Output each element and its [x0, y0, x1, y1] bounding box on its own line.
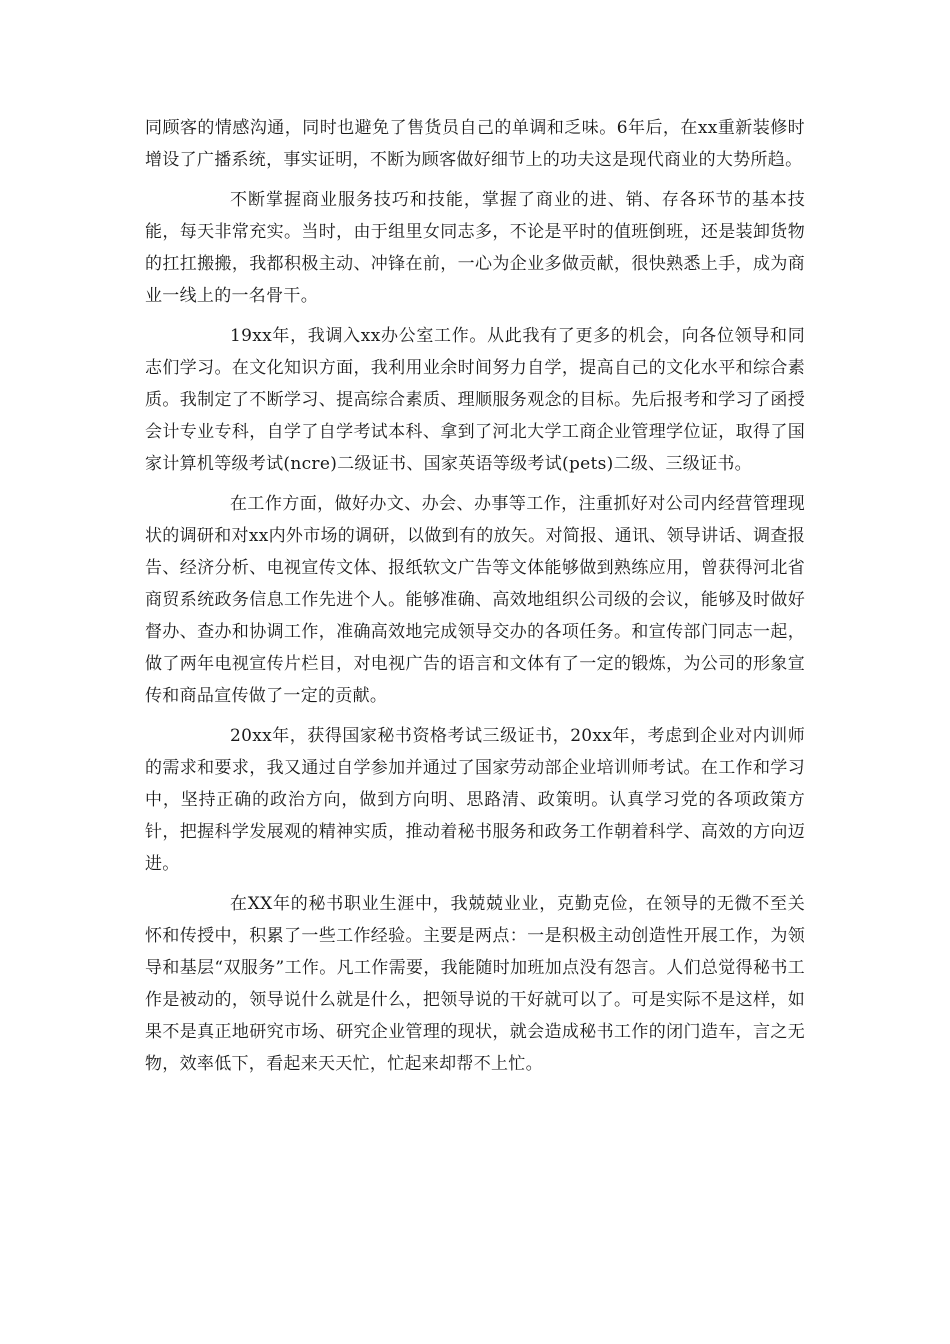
paragraph-6: 在XX年的秘书职业生涯中，我兢兢业业，克勤克俭，在领导的无微不至关怀和传授中，积累了一些工作经验。主要是两点：一是积极主动创造性开展工作，为领导和基层“双服务”工作。凡工作需要，我能随时加班加点没有怨言。人们总觉得秘书工作是被动的，领导说什么就是什么，把领导说的干好就可以了。可是实际不是这样，如果不是真正地研究市场、研究企业管理的现状，就会造成秘书工作的闭门造车，言之无物，效率低下，看起来天天忙，忙起来却帮不上忙。: [145, 894, 805, 1074]
paragraph-1: 同顾客的情感沟通，同时也避免了售货员自己的单调和乏味。6年后，在xx重新装修时增设了广播系统，事实证明，不断为顾客做好细节上的功夫这是现代商业的大势所趋。: [145, 118, 805, 170]
paragraph-4: 在工作方面，做好办文、办会、办事等工作，注重抓好对公司内经营管理现状的调研和对xx内外市场的调研，以做到有的放矢。对简报、通讯、领导讲话、调查报告、经济分析、电视宣传文体、报纸软文广告等文体能够做到熟练应用，曾获得河北省商贸系统政务信息工作先进个人。能够准确、高效地组织公司级的会议，能够及时做好督办、查办和协调工作，准确高效地完成领导交办的各项任务。和宣传部门同志一起，做了两年电视宣传片栏目，对电视广告的语言和文体有了一定的锻炼，为公司的形象宣传和商品宣传做了一定的贡献。: [145, 494, 805, 706]
paragraph-3: 19xx年，我调入xx办公室工作。从此我有了更多的机会，向各位领导和同志们学习。在文化知识方面，我利用业余时间努力自学，提高自己的文化水平和综合素质。我制定了不断学习、提高综合素质、理顺服务观念的目标。先后报考和学习了函授会计专业专科，自学了自学考试本科、拿到了河北大学工商企业管理学位证，取得了国家计算机等级考试(ncre)二级证书、国家英语等级考试(pets)二级、三级证书。: [145, 326, 805, 474]
paragraph-2: 不断掌握商业服务技巧和技能，掌握了商业的进、销、存各环节的基本技能，每天非常充实。当时，由于组里女同志多，不论是平时的值班倒班，还是装卸货物的扛扛搬搬，我都积极主动、冲锋在前，一心为企业多做贡献，很快熟悉上手，成为商业一线上的一名骨干。: [145, 190, 805, 306]
paragraph-5: 20xx年，获得国家秘书资格考试三级证书，20xx年，考虑到企业对内训师的需求和要求，我又通过自学参加并通过了国家劳动部企业培训师考试。在工作和学习中，坚持正确的政治方向，做到方向明、思路清、政策明。认真学习党的各项政策方针，把握科学发展观的精神实质，推动着秘书服务和政务工作朝着科学、高效的方向迈进。: [145, 726, 805, 874]
document-body: [145, 112, 805, 1088]
